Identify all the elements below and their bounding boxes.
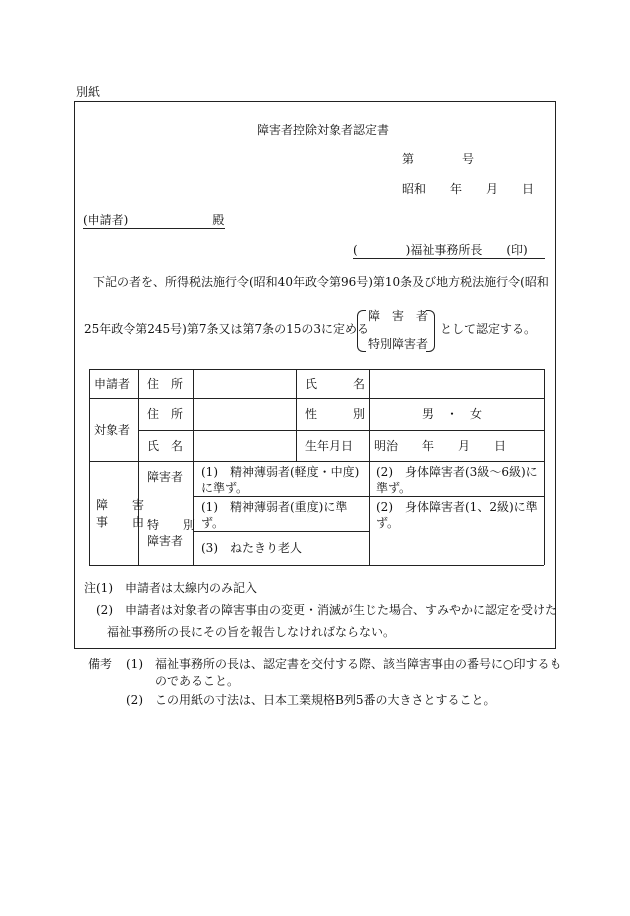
certification-body-end: として認定する。 <box>440 322 537 336</box>
subject-cell: 対象者 <box>94 423 131 437</box>
birthdate-value: 明治 年 月 日 <box>374 439 507 453</box>
remark-2-text: この用紙の寸法は、日本工業規格B列5番の大きさとすること。 <box>155 693 496 707</box>
addressee-underline <box>83 228 225 229</box>
note-2-line1: (2) 申請者は対象者の障害事由の変更・消滅が生じた場合、すみやかに認定を受けた <box>96 603 558 617</box>
item-physical-mild: (2) 身体障害者(3級～6級)に準ず。 <box>376 465 538 495</box>
item-mental-mild: (1) 精神薄弱者(軽度・中度)に準ず。 <box>201 465 360 495</box>
left-brace <box>357 310 366 352</box>
special-category-label-1: 特 別 <box>147 518 196 532</box>
item-bedridden: (3) ねたきり老人 <box>201 541 302 555</box>
certification-body-line2: 25年政令第245号)第7条又は第7条の15の3に定める <box>84 322 370 336</box>
attachment-label: 別紙 <box>76 85 101 99</box>
subject-name-label: 氏 名 <box>147 439 184 453</box>
remark-1-number: (1) <box>126 657 143 671</box>
disabled-category-label: 障害者 <box>147 470 184 484</box>
note-1: 注(1) 申請者は太線内のみ記入 <box>84 581 257 595</box>
choice-special-disabled: 特別障害者 <box>368 337 429 351</box>
applicant-address-label: 住 所 <box>147 377 184 391</box>
choice-disabled: 障 害 者 <box>368 309 429 323</box>
special-category-label-2: 障害者 <box>147 534 184 548</box>
subject-gender-label: 性 別 <box>305 407 366 421</box>
disability-reason-label-2: 事 由 <box>96 515 145 529</box>
document-number: 第 号 <box>402 152 475 166</box>
issue-date: 昭和 年 月 日 <box>402 182 535 196</box>
form-title: 障害者控除対象者認定書 <box>257 123 390 137</box>
remark-1-line1: 福祉事務所の長は、認定書を交付する際、該当障害事由の番号に○印するも <box>155 657 562 671</box>
office-underline <box>353 258 545 259</box>
note-2-line2: 福祉事務所の長にその旨を報告しなければならない。 <box>107 625 396 639</box>
office-head: ( )福祉事務所長 (印) <box>353 243 528 257</box>
remark-2-number: (2) <box>126 693 143 707</box>
applicant-addressee: (申請者) 殿 <box>83 213 225 227</box>
certification-body-line1: 下記の者を、所得税法施行令(昭和40年政令第96号)第10条及び地方税法施行令(昭和 <box>93 275 549 289</box>
gender-options: 男 ・ 女 <box>422 407 483 421</box>
applicant-name-label: 氏 名 <box>305 377 366 391</box>
right-brace <box>426 310 435 352</box>
remark-1-line2: のであること。 <box>155 674 240 688</box>
birthdate-label: 生年月日 <box>305 439 354 453</box>
remarks-label: 備考 <box>88 657 113 671</box>
subject-address-label: 住 所 <box>147 407 184 421</box>
item-physical-severe: (2) 身体障害者(1、2級)に準ず。 <box>376 500 538 530</box>
disability-reason-label-1: 障 害 <box>96 498 145 512</box>
item-mental-severe: (1) 精神薄弱者(重度)に準ず。 <box>201 500 348 530</box>
applicant-cell: 申請者 <box>94 377 131 391</box>
